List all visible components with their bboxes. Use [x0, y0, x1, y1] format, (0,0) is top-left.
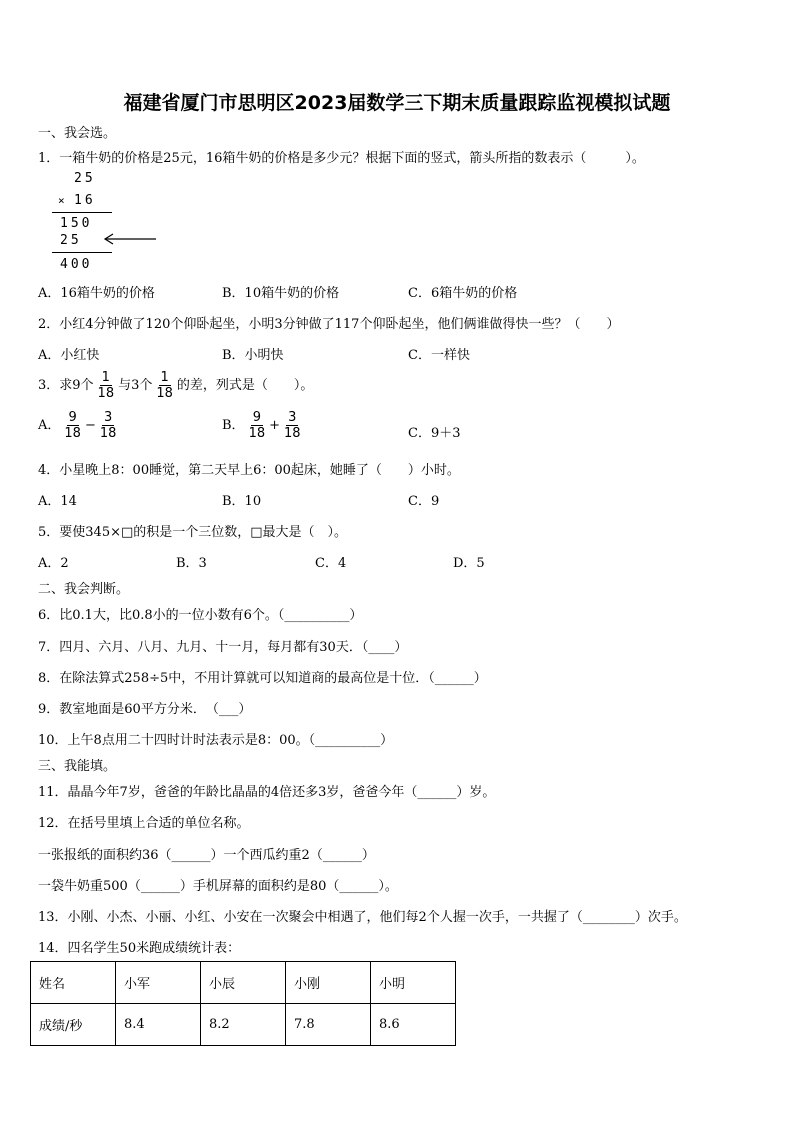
q4-option-b[interactable]: B．10 [222, 494, 262, 509]
calc-rule-2 [52, 252, 112, 253]
calc-multiplicand: 25 [74, 171, 96, 186]
question-8: 8．在除法算式258÷5中，不用计算就可以知道商的最高位是十位．（______） [38, 671, 487, 686]
q3-option-a[interactable]: A． $\frac{9}{18}$ − $\frac{3}{18}$ [38, 410, 117, 441]
question-2: 2．小红4分钟做了120个仰卧起坐，小明3分钟做了117个仰卧起坐，他们俩谁做得快一些？（ ） [38, 317, 620, 332]
q2-option-a[interactable]: A．小红快 [38, 348, 100, 363]
question-10: 10．上午8点用二十四时计时法表示是8：00。（__________） [38, 733, 394, 748]
question-4: 4．小星晚上8：00睡觉，第二天早上6：00起床，她睡了（ ）小时。 [38, 463, 460, 478]
calc-rule-1 [52, 212, 112, 213]
q5-option-c[interactable]: C．4 [315, 556, 347, 571]
page-title: 福建省厦门市思明区2023届数学三下期末质量跟踪监视模拟试题 [123, 92, 671, 114]
question-6: 6．比0.1大，比0.8小的一位小数有6个。（__________） [38, 608, 363, 623]
q5-option-a[interactable]: A．2 [38, 556, 69, 571]
q5-option-d[interactable]: D．5 [453, 556, 485, 571]
table-cell: 8.6 [371, 1004, 456, 1046]
table-row [31, 1004, 456, 1046]
table-cell: 8.4 [116, 1004, 201, 1046]
q3-option-c[interactable]: C．9＋3 [408, 426, 461, 441]
q1-option-b[interactable]: B．10箱牛奶的价格 [222, 286, 340, 301]
section-heading-fill: 三、我能填。 [38, 759, 117, 774]
question-11: 11．晶晶今年7岁，爸爸的年龄比晶晶的4倍还多3岁，爸爸今年（______）岁。 [38, 785, 496, 800]
q2-option-b[interactable]: B．小明快 [222, 348, 284, 363]
question-3 [38, 370, 313, 401]
q2-option-c[interactable]: C．一样快 [408, 348, 470, 363]
q3-prefix: 3．求9个 [38, 378, 94, 393]
section-heading-judge: 二、我会判断。 [38, 582, 130, 597]
q4-option-a[interactable]: A．14 [38, 494, 77, 509]
question-5: 5．要使345×□的积是一个三位数，□最大是（ ）。 [38, 525, 348, 540]
table-cell: 小刚 [286, 962, 371, 1004]
table-cell: 7.8 [286, 1004, 371, 1046]
calc-partial-1: 150 [60, 216, 93, 231]
table-cell: 小军 [116, 962, 201, 1004]
table-cell: 8.2 [201, 1004, 286, 1046]
question-12: 12．在括号里填上合适的单位名称。 [38, 816, 250, 831]
table-cell: 姓名 [31, 962, 116, 1004]
question-12-line-2: 一袋牛奶重500（______）手机屏幕的面积约是80（______）。 [38, 879, 398, 894]
table-cell: 小明 [371, 962, 456, 1004]
q1-option-a[interactable]: A．16箱牛奶的价格 [38, 286, 155, 301]
table-header-row [31, 962, 456, 1004]
q1-option-c[interactable]: C．6箱牛奶的价格 [408, 286, 518, 301]
q3-option-b[interactable]: B． $\frac{9}{18}$ + $\frac{3}{18}$ [222, 410, 301, 441]
section-heading-choice: 一、我会选。 [38, 126, 117, 141]
running-score-table [30, 961, 456, 1046]
question-7: 7．四月、六月、八月、九月、十一月，每月都有30天．（____） [38, 640, 408, 655]
table-cell: 成绩/秒 [31, 1004, 116, 1046]
q4-option-c[interactable]: C．9 [408, 494, 440, 509]
question-9: 9．教室地面是60平方分米． （___） [38, 702, 252, 717]
q5-option-b[interactable]: B．3 [176, 556, 207, 571]
arrow-left-icon [100, 232, 158, 246]
table-cell: 小辰 [201, 962, 286, 1004]
calc-partial-2: 25 [60, 233, 82, 248]
calc-product: 400 [60, 257, 93, 272]
question-13: 13．小刚、小杰、小丽、小红、小安在一次聚会中相遇了，他们每2个人握一次手，一共握了（________）次手。 [38, 910, 687, 925]
question-14: 14．四名学生50米跑成绩统计表： [38, 941, 241, 956]
q3-suffix: 的差，列式是（ ）。 [176, 378, 314, 393]
calc-operator: × [58, 194, 68, 207]
q3-mid: 与3个 [118, 378, 153, 393]
q3-fraction-1: $\frac{1}{18}$ [97, 370, 115, 401]
question-1: 1．一箱牛奶的价格是25元，16箱牛奶的价格是多少元？根据下面的竖式，箭头所指的数表示（ ）。 [38, 151, 645, 166]
question-12-line-1: 一张报纸的面积约36（______）一个西瓜约重2（______） [38, 848, 375, 863]
q3-fraction-2: $\frac{1}{18}$ [156, 370, 173, 401]
calc-multiplier: 16 [74, 193, 96, 208]
